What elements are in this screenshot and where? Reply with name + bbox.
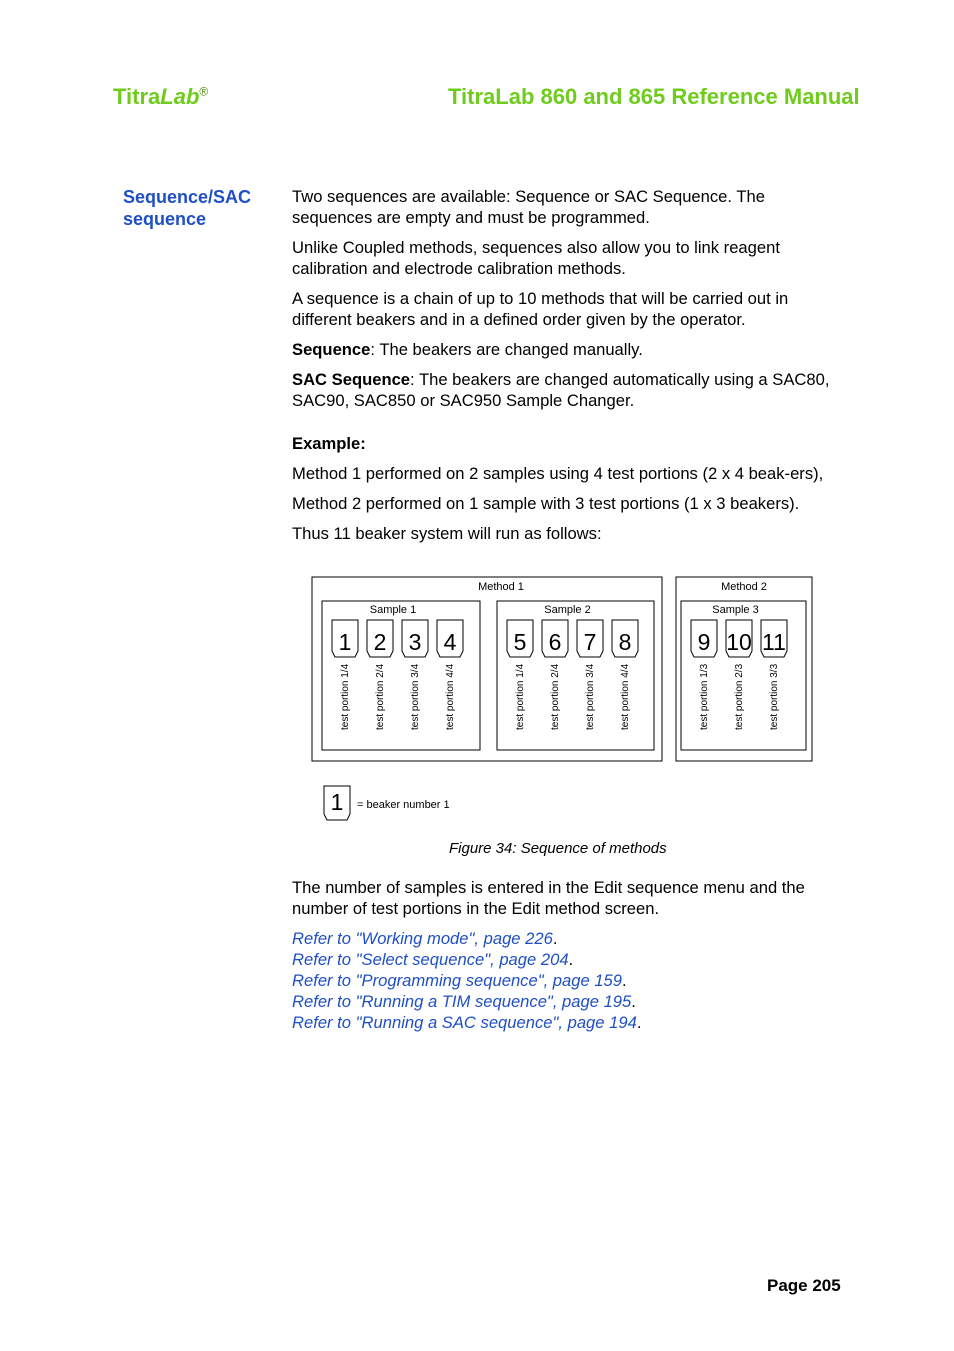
paragraph: Unlike Coupled methods, sequences also allow you to link reagent calibration and electrode calibration methods. [292, 238, 780, 278]
reference-link[interactable]: Refer to "Running a TIM sequence", page 195 [292, 992, 632, 1011]
sequence-figure [300, 570, 840, 830]
legend-number: 1 [330, 789, 344, 815]
test-portion-label: test portion 2/4 [550, 663, 561, 730]
test-portion-label: test portion 4/4 [620, 663, 631, 730]
reference-list [292, 928, 837, 1033]
test-portion-label: test portion 3/4 [585, 663, 596, 730]
reference-item[interactable]: Refer to "Programming sequence", page 159. [292, 971, 627, 990]
figure-caption: Figure 34: Sequence of methods [449, 840, 667, 857]
sequence-definition [292, 339, 837, 360]
test-portion-label: test portion 1/3 [699, 663, 710, 730]
beaker-number: 10 [726, 629, 752, 655]
method-label: Method 1 [478, 581, 524, 593]
beaker-number: 9 [697, 629, 711, 655]
example-paragraph: Method 1 performed on 2 samples using 4 test portions (2 x 4 beak-ers), [292, 464, 824, 483]
beaker-number: 1 [338, 629, 352, 655]
registered-mark: ® [199, 84, 209, 99]
beaker-number: 6 [548, 629, 562, 655]
section-body [292, 186, 837, 553]
closing-paragraph: The number of samples is entered in the Edit sequence menu and the number of test portions in the Edit method screen. [292, 878, 805, 918]
closing-body [292, 877, 837, 1042]
test-portion-label: test portion 1/4 [340, 663, 351, 730]
reference-item[interactable]: Refer to "Running a SAC sequence", page 194. [292, 1013, 642, 1032]
beaker-number: 11 [762, 629, 786, 655]
brand-italic: Lab [160, 84, 200, 109]
method-label: Method 2 [721, 581, 767, 593]
sample-label: Sample 2 [544, 604, 591, 616]
reference-item[interactable]: Refer to "Working mode", page 226. [292, 929, 558, 948]
test-portion-label: test portion 3/4 [410, 663, 421, 730]
beaker-number: 7 [583, 629, 597, 655]
method-frame [312, 577, 662, 761]
beaker-number: 3 [408, 629, 422, 655]
sac-text: : The beakers are changed automatically using a SAC80, SAC90, SAC850 or SAC950 Sample Changer. [292, 370, 830, 410]
sample-label: Sample 1 [369, 604, 417, 616]
reference-item[interactable]: Refer to "Select sequence", page 204. [292, 950, 574, 969]
reference-link[interactable]: Refer to "Programming sequence", page 159 [292, 971, 623, 990]
sequence-term: Sequence [292, 340, 371, 359]
section-heading: Sequence/SAC sequence [123, 187, 252, 229]
test-portion-label: test portion 2/4 [375, 663, 386, 730]
paragraph: A sequence is a chain of up to 10 methods that will be carried out in different beakers and in a defined order given by the operator. [292, 289, 789, 329]
test-portion-label: test portion 1/4 [515, 663, 526, 730]
brand-logo [113, 84, 208, 110]
sample-label: Sample 3 [712, 604, 759, 616]
sequence-text: : The beakers are changed manually. [370, 340, 643, 359]
test-portion-label: test portion 4/4 [445, 663, 456, 730]
page-number: Page 205 [767, 1276, 841, 1295]
sequence-diagram [300, 570, 840, 830]
reference-link[interactable]: Refer to "Select sequence", page 204 [292, 950, 569, 969]
beaker-number: 4 [443, 629, 457, 655]
example-label: Example: [292, 434, 366, 453]
beaker-number: 2 [373, 629, 387, 655]
paragraph: Two sequences are available: Sequence or SAC Sequence. The sequences are empty and must be programmed. [292, 187, 765, 227]
reference-item[interactable]: Refer to "Running a TIM sequence", page 195. [292, 992, 636, 1011]
example-paragraph: Thus 11 beaker system will run as follows: [292, 524, 602, 543]
test-portion-label: test portion 2/3 [734, 663, 745, 730]
sac-term: SAC Sequence [292, 370, 411, 389]
legend-text: = beaker number 1 [357, 799, 450, 811]
beaker-number: 5 [513, 629, 527, 655]
reference-link[interactable]: Refer to "Working mode", page 226 [292, 929, 553, 948]
sac-sequence-definition [292, 369, 837, 411]
beaker-number: 8 [618, 629, 632, 655]
brand-prefix: Titra [113, 84, 161, 109]
test-portion-label: test portion 3/3 [769, 663, 780, 730]
reference-link[interactable]: Refer to "Running a SAC sequence", page 194 [292, 1013, 637, 1032]
example-paragraph: Method 2 performed on 1 sample with 3 test portions (1 x 3 beakers). [292, 494, 800, 513]
manual-title: TitraLab 860 and 865 Reference Manual [448, 84, 860, 109]
